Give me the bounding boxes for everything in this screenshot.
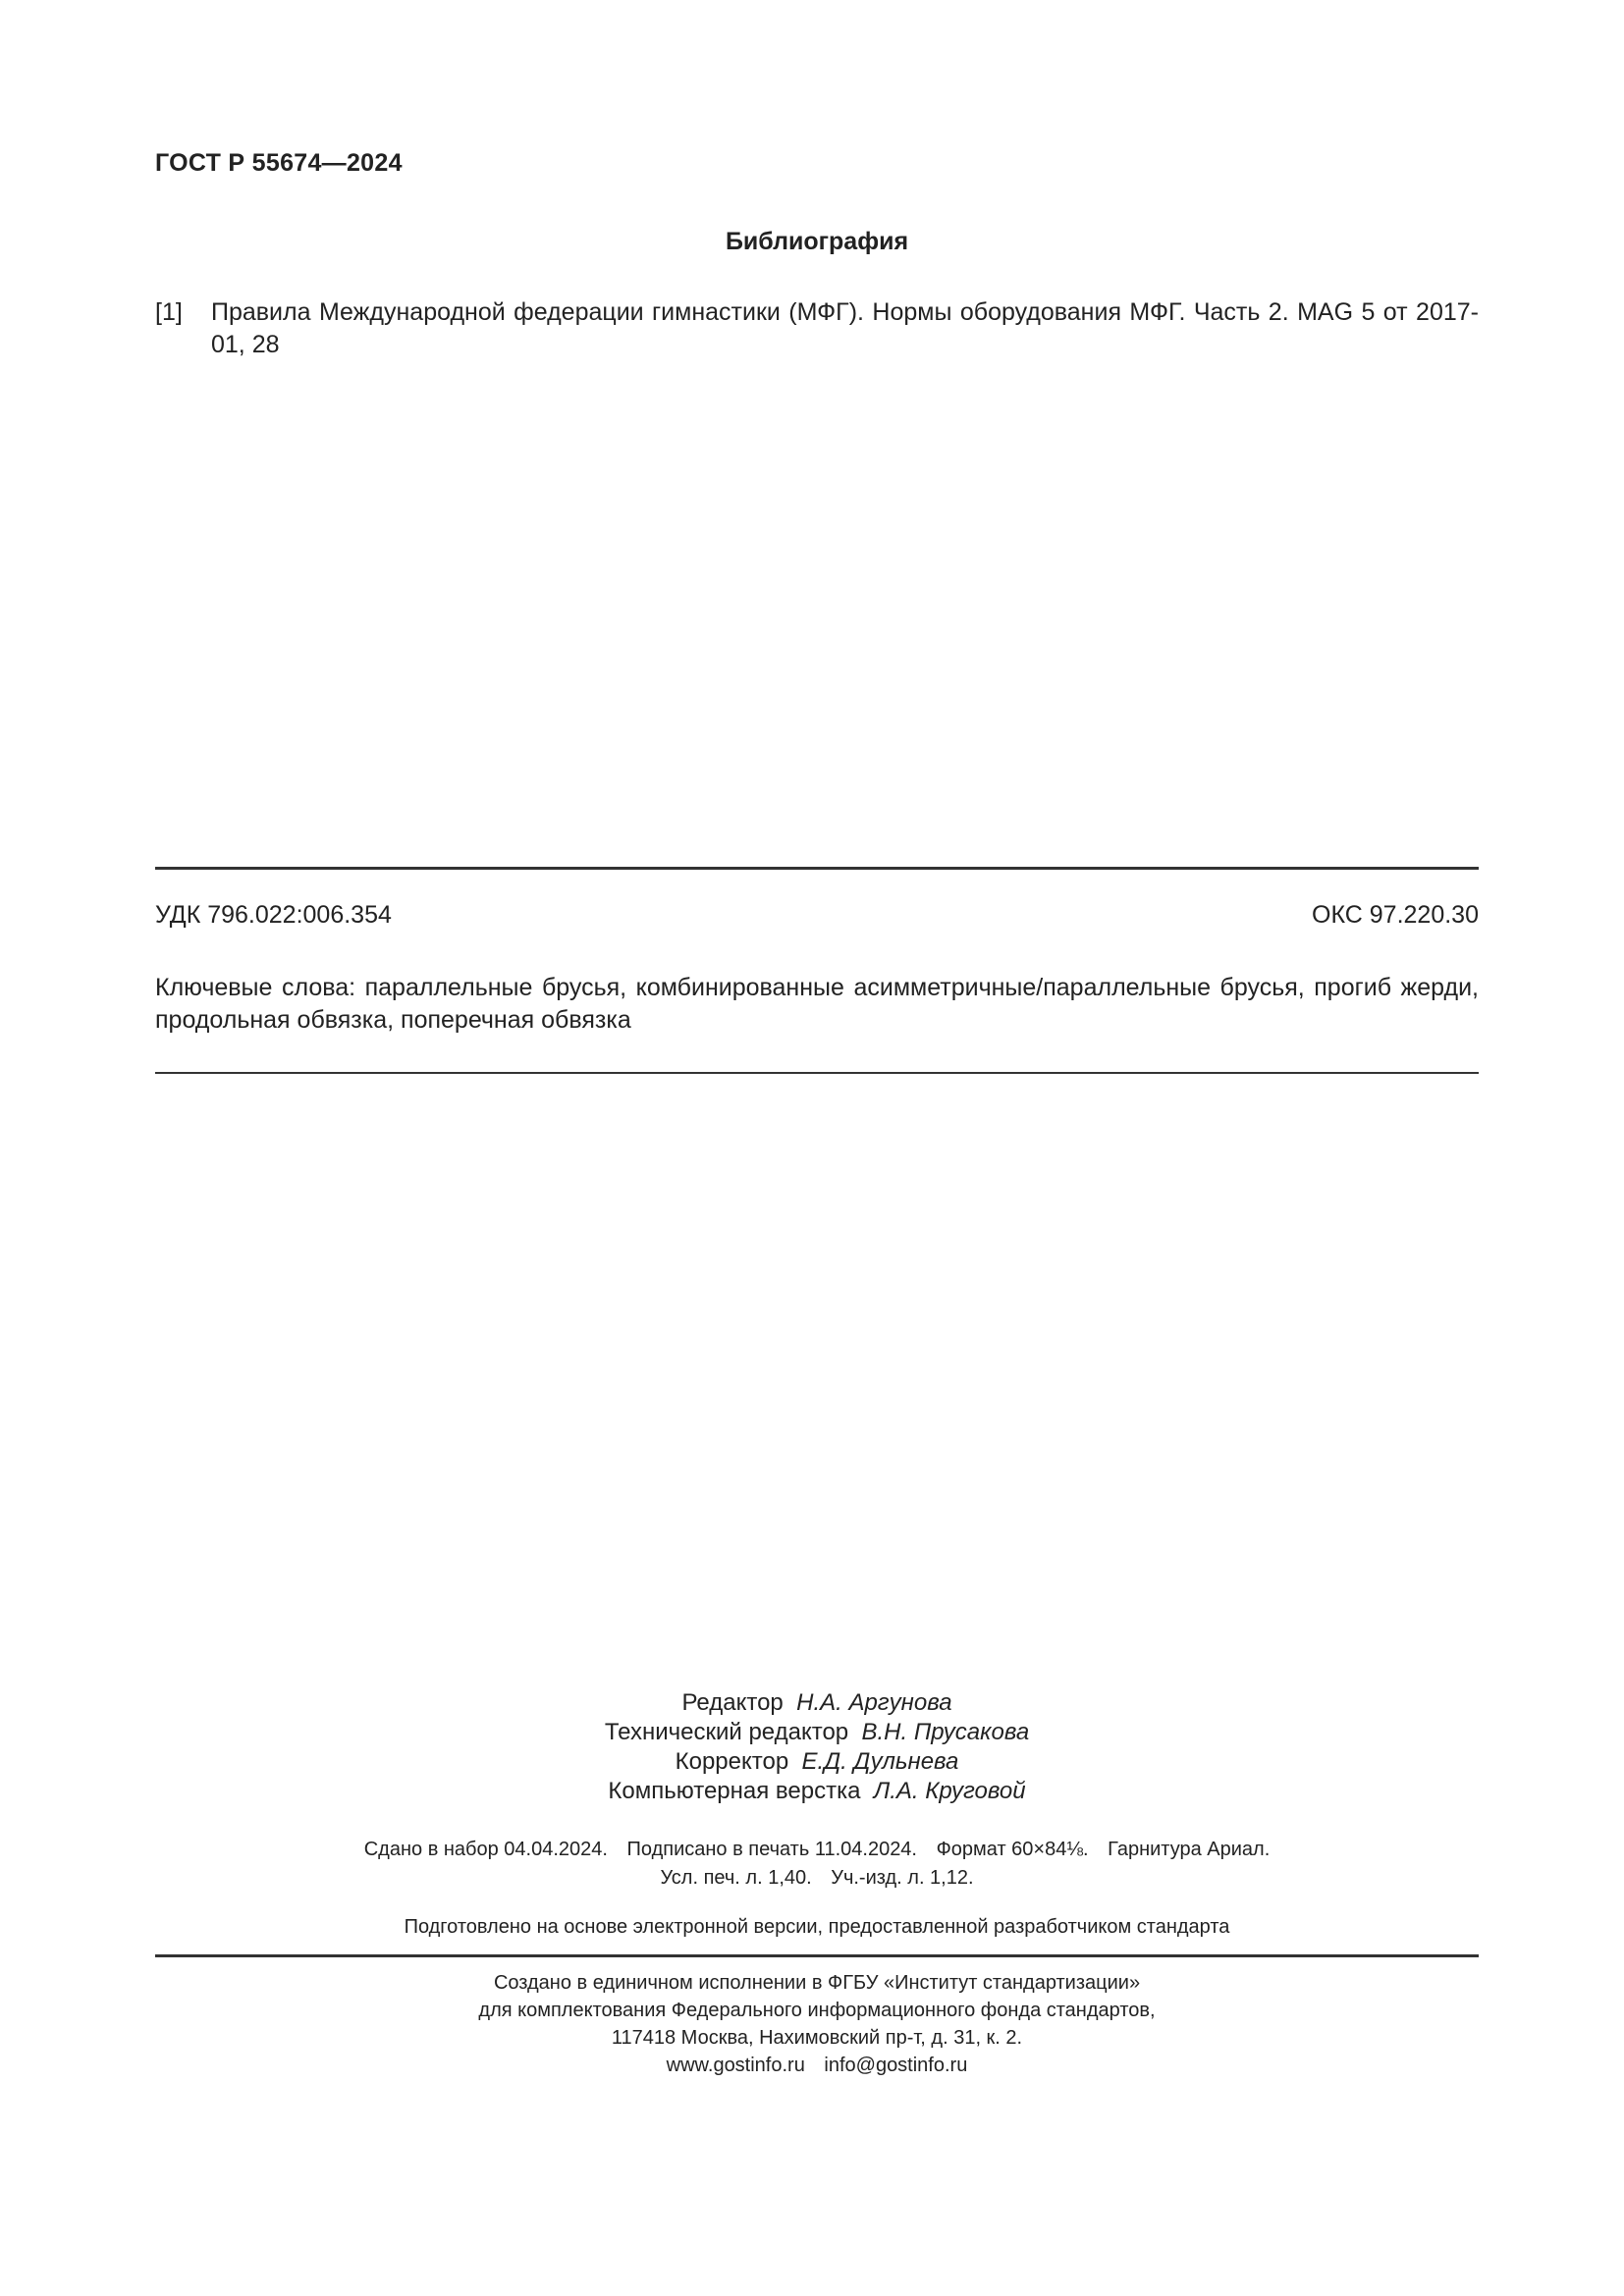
credit-role: Редактор <box>681 1689 784 1716</box>
bibliography-title: Библиография <box>725 228 909 255</box>
publishing-sheets: Уч.-изд. л. 1,12. <box>831 1867 974 1889</box>
prepared-note: Подготовлено на основе электронной версии, предоставленной разработчиком стандарта <box>404 1916 1230 1938</box>
signed-date: Подписано в печать 11.04.2024. <box>626 1839 917 1860</box>
credit-name: Е.Д. Дульнева <box>801 1748 959 1775</box>
publisher-contacts <box>155 2052 1479 2079</box>
print-info <box>155 1836 1479 1893</box>
publisher-line: для комплектования Федерального информационного фонда стандартов, <box>478 2000 1156 2021</box>
typeset-date: Сдано в набор 04.04.2024. <box>363 1839 608 1860</box>
credit-role: Технический редактор <box>604 1719 849 1745</box>
divider-middle <box>155 1072 1479 1074</box>
print-info-line <box>155 1836 1479 1864</box>
credit-name: В.Н. Прусакова <box>861 1719 1030 1745</box>
publisher-line: Создано в единичном исполнении в ФГБУ «Институт стандартизации» <box>493 1972 1141 1994</box>
credit-name: Л.А. Круговой <box>873 1778 1026 1804</box>
publisher-address: 117418 Москва, Нахимовский пр-т, д. 31, к. 2. <box>611 2027 1023 2049</box>
print-info-line <box>155 1864 1479 1893</box>
keywords: Ключевые слова: параллельные брусья, комбинированные асимметричные/параллельные брусья, прогиб жерди, продольная обвязка, поперечная обвязка <box>155 974 1479 1034</box>
website-link[interactable]: www.gostinfo.ru <box>666 2055 805 2076</box>
bibliography-entry <box>155 296 1479 361</box>
oks-code: ОКС 97.220.30 <box>1312 901 1479 929</box>
credit-line <box>155 1747 1479 1777</box>
credit-role: Компьютерная верстка <box>608 1778 861 1804</box>
credit-name: Н.А. Аргунова <box>796 1689 952 1716</box>
typeface: Гарнитура Ариал. <box>1108 1839 1271 1860</box>
print-format: Формат 60×84⅛. <box>936 1839 1089 1860</box>
udk-code: УДК 796.022:006.354 <box>155 901 392 929</box>
divider-bottom <box>155 1954 1479 1957</box>
bibliography-entry-text: Правила Международной федерации гимнастики (МФГ). Нормы оборудования МФГ. Часть 2. MAG 5 от 2017-01, 28 <box>211 298 1479 358</box>
credit-line <box>155 1777 1479 1806</box>
credits-block <box>155 1688 1479 1806</box>
credit-line <box>155 1718 1479 1747</box>
credit-line <box>155 1688 1479 1718</box>
document-id: ГОСТ Р 55674—2024 <box>155 149 403 177</box>
divider-top <box>155 867 1479 870</box>
publisher-block <box>155 1969 1479 2079</box>
email-link[interactable]: info@gostinfo.ru <box>824 2055 968 2076</box>
credit-role: Корректор <box>675 1748 789 1775</box>
conventional-sheets: Усл. печ. л. 1,40. <box>660 1867 812 1889</box>
bibliography-entry-number: [1] <box>155 298 183 326</box>
